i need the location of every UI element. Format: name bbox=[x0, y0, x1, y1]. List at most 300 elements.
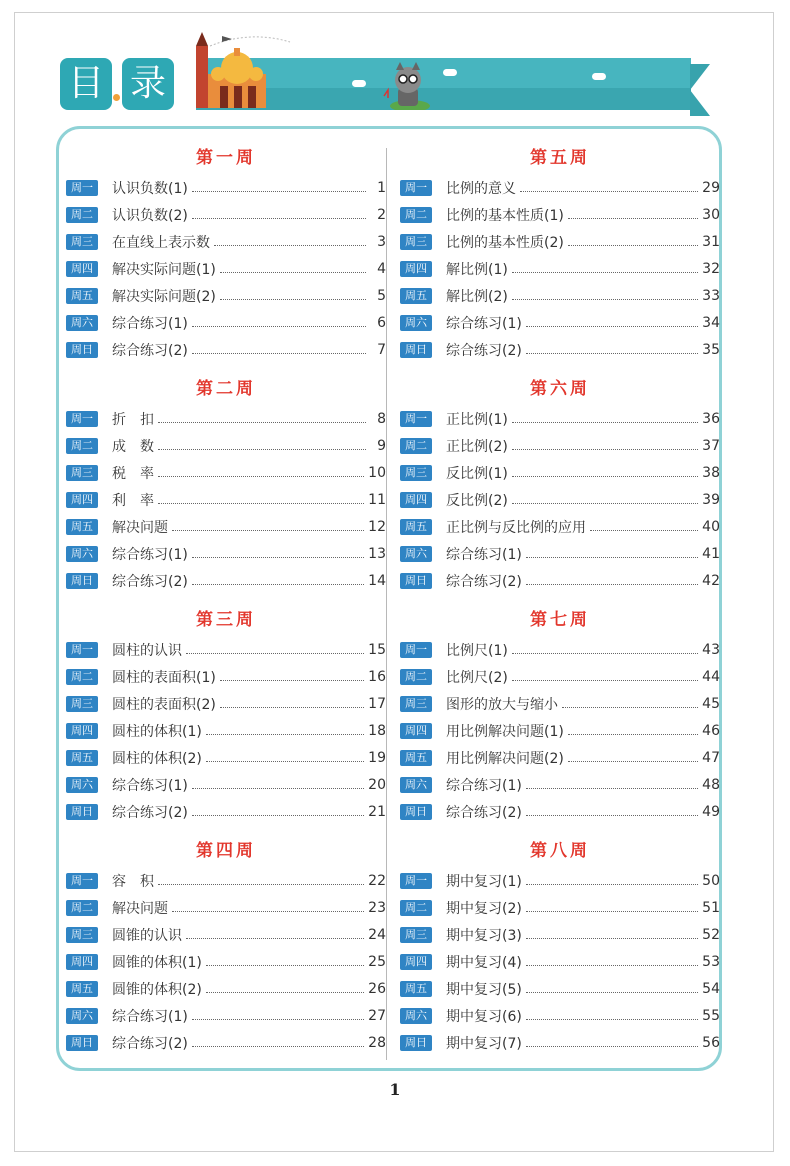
dot-leader bbox=[526, 584, 698, 585]
toc-entry[interactable] bbox=[66, 255, 386, 282]
entry-page-number: 1 bbox=[377, 179, 386, 196]
weekday-badge: 周一 bbox=[66, 411, 98, 427]
dot-leader bbox=[512, 680, 698, 681]
dot-leader bbox=[206, 992, 364, 993]
entry-page-number: 25 bbox=[368, 953, 386, 970]
dot-leader bbox=[186, 653, 364, 654]
raccoon-mascot-icon bbox=[380, 62, 430, 110]
weekday-badge: 周六 bbox=[66, 1008, 98, 1024]
entry-title: 综合练习(2) bbox=[446, 342, 522, 359]
weekday-badge: 周三 bbox=[400, 696, 432, 712]
entry-page-number: 30 bbox=[702, 206, 720, 223]
entry-title: 容 积 bbox=[112, 873, 154, 890]
entry-page-number: 44 bbox=[702, 668, 720, 685]
dot-leader bbox=[172, 911, 364, 912]
weekday-badge: 周三 bbox=[400, 465, 432, 481]
entry-page-number: 35 bbox=[702, 341, 720, 358]
entry-title: 圆柱的表面积(2) bbox=[112, 696, 216, 713]
entry-title: 综合练习(2) bbox=[112, 342, 188, 359]
weekday-badge: 周一 bbox=[400, 642, 432, 658]
week-title: 第二周 bbox=[196, 379, 256, 399]
toc-entry[interactable] bbox=[66, 201, 386, 228]
entry-title: 成 数 bbox=[112, 438, 154, 455]
dot-leader bbox=[526, 326, 698, 327]
toc-entry[interactable] bbox=[400, 432, 720, 459]
dot-leader bbox=[158, 476, 364, 477]
weekday-badge: 周六 bbox=[400, 1008, 432, 1024]
toc-entry[interactable] bbox=[400, 690, 720, 717]
dot-leader bbox=[512, 653, 698, 654]
entry-page-number: 53 bbox=[702, 953, 720, 970]
entry-title: 期中复习(5) bbox=[446, 981, 522, 998]
weekday-badge: 周日 bbox=[400, 804, 432, 820]
dot-leader bbox=[220, 272, 366, 273]
entry-page-number: 48 bbox=[702, 776, 720, 793]
dot-leader bbox=[512, 272, 698, 273]
dot-leader bbox=[158, 884, 364, 885]
dot-leader bbox=[568, 734, 698, 735]
dot-leader bbox=[192, 1019, 364, 1020]
entry-page-number: 55 bbox=[702, 1007, 720, 1024]
entry-title: 圆锥的体积(1) bbox=[112, 954, 202, 971]
entry-page-number: 49 bbox=[702, 803, 720, 820]
dot-leader bbox=[192, 584, 364, 585]
week-title: 第一周 bbox=[196, 148, 256, 168]
dot-leader bbox=[192, 788, 364, 789]
weekday-badge: 周日 bbox=[400, 573, 432, 589]
week-section bbox=[66, 148, 386, 379]
dot-leader bbox=[512, 503, 698, 504]
toc-entry[interactable] bbox=[66, 486, 386, 513]
entry-title: 反比例(1) bbox=[446, 465, 508, 482]
toc-entry[interactable] bbox=[66, 894, 386, 921]
toc-column-right bbox=[400, 148, 720, 1072]
weekday-badge: 周五 bbox=[66, 519, 98, 535]
dot-leader bbox=[526, 938, 698, 939]
toc-entry[interactable] bbox=[66, 717, 386, 744]
banner-ribbon-tail bbox=[690, 64, 710, 116]
weekday-badge: 周二 bbox=[66, 438, 98, 454]
weekday-badge: 周四 bbox=[66, 723, 98, 739]
entry-title: 综合练习(2) bbox=[446, 573, 522, 590]
toc-entry[interactable] bbox=[66, 405, 386, 432]
week-title: 第三周 bbox=[196, 610, 256, 630]
week-title: 第七周 bbox=[530, 610, 590, 630]
week-section bbox=[400, 841, 720, 1072]
weekday-badge: 周六 bbox=[66, 546, 98, 562]
entry-title: 税 率 bbox=[112, 465, 154, 482]
weekday-badge: 周五 bbox=[66, 981, 98, 997]
entry-title: 综合练习(1) bbox=[112, 546, 188, 563]
week-section bbox=[400, 379, 720, 610]
entry-title: 综合练习(1) bbox=[446, 315, 522, 332]
dot-leader bbox=[192, 1046, 364, 1047]
entry-title: 解决实际问题(2) bbox=[112, 288, 216, 305]
toc-entry[interactable] bbox=[66, 228, 386, 255]
dot-leader bbox=[526, 884, 698, 885]
toc-entry[interactable] bbox=[66, 567, 386, 594]
entry-title: 期中复习(7) bbox=[446, 1035, 522, 1052]
entry-title: 反比例(2) bbox=[446, 492, 508, 509]
entry-title: 解决问题 bbox=[112, 900, 168, 917]
entry-title: 用比例解决问题(1) bbox=[446, 723, 564, 740]
dot-leader bbox=[526, 788, 698, 789]
entry-page-number: 42 bbox=[702, 572, 720, 589]
weekday-badge: 周二 bbox=[400, 669, 432, 685]
entry-title: 比例的基本性质(1) bbox=[446, 207, 564, 224]
entry-page-number: 6 bbox=[377, 314, 386, 331]
dot-leader bbox=[206, 761, 364, 762]
entry-page-number: 15 bbox=[368, 641, 386, 658]
weekday-badge: 周六 bbox=[400, 546, 432, 562]
toc-entry[interactable] bbox=[66, 540, 386, 567]
week-title: 第八周 bbox=[530, 841, 590, 861]
entry-page-number: 52 bbox=[702, 926, 720, 943]
toc-entry[interactable] bbox=[400, 486, 720, 513]
entry-title: 综合练习(2) bbox=[446, 804, 522, 821]
entry-page-number: 11 bbox=[368, 491, 386, 508]
weekday-badge: 周一 bbox=[400, 411, 432, 427]
entry-page-number: 33 bbox=[702, 287, 720, 304]
entry-page-number: 2 bbox=[377, 206, 386, 223]
entry-page-number: 41 bbox=[702, 545, 720, 562]
weekday-badge: 周四 bbox=[400, 492, 432, 508]
dot-leader bbox=[526, 815, 698, 816]
weekday-badge: 周三 bbox=[400, 234, 432, 250]
toc-entry[interactable] bbox=[66, 1002, 386, 1029]
entry-page-number: 43 bbox=[702, 641, 720, 658]
entry-page-number: 28 bbox=[368, 1034, 386, 1051]
weekday-badge: 周一 bbox=[66, 180, 98, 196]
dot-leader bbox=[206, 965, 364, 966]
toc-entry[interactable] bbox=[400, 567, 720, 594]
weekday-badge: 周四 bbox=[400, 954, 432, 970]
entry-page-number: 22 bbox=[368, 872, 386, 889]
weekday-badge: 周五 bbox=[66, 288, 98, 304]
dot-leader bbox=[192, 218, 366, 219]
title-char-lu: 录 bbox=[122, 58, 174, 110]
weekday-badge: 周五 bbox=[400, 288, 432, 304]
entry-page-number: 24 bbox=[368, 926, 386, 943]
entry-title: 期中复习(1) bbox=[446, 873, 522, 890]
week-title: 第四周 bbox=[196, 841, 256, 861]
weekday-badge: 周四 bbox=[400, 261, 432, 277]
dot-leader bbox=[526, 1046, 698, 1047]
weekday-badge: 周三 bbox=[66, 927, 98, 943]
dot-leader bbox=[568, 245, 698, 246]
weekday-badge: 周四 bbox=[66, 492, 98, 508]
toc-entry[interactable] bbox=[400, 282, 720, 309]
weekday-badge: 周二 bbox=[66, 207, 98, 223]
entry-page-number: 54 bbox=[702, 980, 720, 997]
entry-title: 综合练习(2) bbox=[112, 1035, 188, 1052]
entry-page-number: 12 bbox=[368, 518, 386, 535]
toc-entry[interactable] bbox=[66, 1029, 386, 1056]
dot-leader bbox=[512, 299, 698, 300]
toc-entry[interactable] bbox=[66, 432, 386, 459]
entry-title: 综合练习(1) bbox=[112, 777, 188, 794]
entry-page-number: 19 bbox=[368, 749, 386, 766]
dot-leader bbox=[590, 530, 698, 531]
toc-entry[interactable] bbox=[66, 744, 386, 771]
dot-leader bbox=[158, 422, 366, 423]
entry-page-number: 23 bbox=[368, 899, 386, 916]
entry-title: 正比例(1) bbox=[446, 411, 508, 428]
dot-leader bbox=[186, 938, 364, 939]
entry-title: 圆柱的认识 bbox=[112, 642, 182, 659]
entry-page-number: 4 bbox=[377, 260, 386, 277]
entry-page-number: 56 bbox=[702, 1034, 720, 1051]
toc-entry[interactable] bbox=[400, 228, 720, 255]
toc-entry[interactable] bbox=[400, 894, 720, 921]
entry-page-number: 34 bbox=[702, 314, 720, 331]
weekday-badge: 周六 bbox=[400, 315, 432, 331]
entry-page-number: 29 bbox=[702, 179, 720, 196]
toc-entry[interactable] bbox=[400, 174, 720, 201]
entry-title: 用比例解决问题(2) bbox=[446, 750, 564, 767]
entry-page-number: 47 bbox=[702, 749, 720, 766]
entry-title: 综合练习(1) bbox=[446, 777, 522, 794]
entry-title: 认识负数(1) bbox=[112, 180, 188, 197]
dot-leader bbox=[220, 299, 366, 300]
toc-column-left bbox=[66, 148, 386, 1072]
weekday-badge: 周日 bbox=[400, 1035, 432, 1051]
entry-page-number: 51 bbox=[702, 899, 720, 916]
entry-page-number: 37 bbox=[702, 437, 720, 454]
toc-entry[interactable] bbox=[400, 921, 720, 948]
weekday-badge: 周二 bbox=[400, 438, 432, 454]
dot-leader bbox=[158, 503, 364, 504]
toc-entry[interactable] bbox=[400, 948, 720, 975]
title-dot bbox=[113, 94, 120, 101]
cloud-icon bbox=[352, 80, 366, 87]
weekday-badge: 周日 bbox=[66, 804, 98, 820]
dot-leader bbox=[172, 530, 364, 531]
weekday-badge: 周一 bbox=[66, 642, 98, 658]
toc-entry[interactable] bbox=[66, 174, 386, 201]
entry-title: 圆柱的体积(1) bbox=[112, 723, 202, 740]
dot-leader bbox=[526, 992, 698, 993]
weekday-badge: 周日 bbox=[400, 342, 432, 358]
dot-leader bbox=[526, 965, 698, 966]
toc-entry[interactable] bbox=[66, 690, 386, 717]
entry-title: 认识负数(2) bbox=[112, 207, 188, 224]
entry-title: 综合练习(1) bbox=[112, 315, 188, 332]
dot-leader bbox=[192, 557, 364, 558]
week-title: 第六周 bbox=[530, 379, 590, 399]
toc-entry[interactable] bbox=[400, 717, 720, 744]
entry-title: 比例尺(2) bbox=[446, 669, 508, 686]
toc-entry[interactable] bbox=[400, 201, 720, 228]
weekday-badge: 周二 bbox=[400, 900, 432, 916]
entry-page-number: 38 bbox=[702, 464, 720, 481]
week-section bbox=[66, 841, 386, 1072]
entry-title: 期中复习(6) bbox=[446, 1008, 522, 1025]
entry-title: 比例的意义 bbox=[446, 180, 516, 197]
toc-entry[interactable] bbox=[66, 948, 386, 975]
toc-entry[interactable] bbox=[66, 921, 386, 948]
weekday-badge: 周五 bbox=[66, 750, 98, 766]
entry-page-number: 36 bbox=[702, 410, 720, 427]
entry-page-number: 20 bbox=[368, 776, 386, 793]
church-illustration-icon bbox=[190, 28, 300, 112]
toc-entry[interactable] bbox=[400, 771, 720, 798]
entry-title: 解决问题 bbox=[112, 519, 168, 536]
dot-leader bbox=[568, 761, 698, 762]
weekday-badge: 周六 bbox=[400, 777, 432, 793]
page-number: 1 bbox=[389, 1080, 401, 1099]
weekday-badge: 周五 bbox=[400, 750, 432, 766]
toc-entry[interactable] bbox=[400, 798, 720, 825]
dot-leader bbox=[214, 245, 366, 246]
weekday-badge: 周日 bbox=[66, 573, 98, 589]
toc-entry[interactable] bbox=[400, 513, 720, 540]
entry-page-number: 50 bbox=[702, 872, 720, 889]
dot-leader bbox=[220, 707, 364, 708]
toc-entry[interactable] bbox=[66, 663, 386, 690]
entry-page-number: 18 bbox=[368, 722, 386, 739]
entry-title: 正比例与反比例的应用 bbox=[446, 519, 586, 536]
entry-page-number: 27 bbox=[368, 1007, 386, 1024]
entry-page-number: 13 bbox=[368, 545, 386, 562]
dot-leader bbox=[526, 1019, 698, 1020]
cloud-icon bbox=[443, 69, 457, 76]
entry-title: 折 扣 bbox=[112, 411, 154, 428]
toc-entry[interactable] bbox=[400, 867, 720, 894]
entry-title: 期中复习(2) bbox=[446, 900, 522, 917]
dot-leader bbox=[206, 734, 364, 735]
week-section bbox=[66, 610, 386, 841]
toc-entry[interactable] bbox=[66, 459, 386, 486]
weekday-badge: 周四 bbox=[400, 723, 432, 739]
entry-page-number: 17 bbox=[368, 695, 386, 712]
dot-leader bbox=[192, 326, 366, 327]
entry-title: 正比例(2) bbox=[446, 438, 508, 455]
entry-title: 综合练习(1) bbox=[112, 1008, 188, 1025]
toc-entry[interactable] bbox=[400, 309, 720, 336]
entry-page-number: 26 bbox=[368, 980, 386, 997]
toc-entry[interactable] bbox=[400, 336, 720, 363]
toc-entry[interactable] bbox=[66, 771, 386, 798]
entry-title: 比例的基本性质(2) bbox=[446, 234, 564, 251]
entry-page-number: 16 bbox=[368, 668, 386, 685]
toc-entry[interactable] bbox=[400, 663, 720, 690]
entry-page-number: 40 bbox=[702, 518, 720, 535]
entry-title: 综合练习(2) bbox=[112, 804, 188, 821]
dot-leader bbox=[568, 218, 698, 219]
entry-title: 解比例(1) bbox=[446, 261, 508, 278]
toc-entry[interactable] bbox=[400, 744, 720, 771]
entry-title: 利 率 bbox=[112, 492, 154, 509]
entry-title: 解决实际问题(1) bbox=[112, 261, 216, 278]
toc-entry[interactable] bbox=[66, 309, 386, 336]
dot-leader bbox=[192, 815, 364, 816]
toc-entry[interactable] bbox=[400, 255, 720, 282]
entry-page-number: 10 bbox=[368, 464, 386, 481]
entry-page-number: 3 bbox=[377, 233, 386, 250]
dot-leader bbox=[526, 557, 698, 558]
entry-page-number: 21 bbox=[368, 803, 386, 820]
dot-leader bbox=[512, 422, 698, 423]
toc-entry[interactable] bbox=[400, 636, 720, 663]
weekday-badge: 周五 bbox=[400, 981, 432, 997]
toc-entry[interactable] bbox=[66, 867, 386, 894]
toc-entry[interactable] bbox=[400, 975, 720, 1002]
entry-title: 图形的放大与缩小 bbox=[446, 696, 558, 713]
toc-entry[interactable] bbox=[66, 282, 386, 309]
dot-leader bbox=[526, 353, 698, 354]
entry-title: 期中复习(4) bbox=[446, 954, 522, 971]
entry-page-number: 32 bbox=[702, 260, 720, 277]
toc-entry[interactable] bbox=[400, 459, 720, 486]
entry-title: 期中复习(3) bbox=[446, 927, 522, 944]
entry-page-number: 45 bbox=[702, 695, 720, 712]
entry-page-number: 46 bbox=[702, 722, 720, 739]
toc-entry[interactable] bbox=[66, 636, 386, 663]
dot-leader bbox=[158, 449, 366, 450]
entry-title: 圆锥的认识 bbox=[112, 927, 182, 944]
toc-entry[interactable] bbox=[400, 1029, 720, 1056]
entry-page-number: 31 bbox=[702, 233, 720, 250]
weekday-badge: 周日 bbox=[66, 342, 98, 358]
dot-leader bbox=[526, 911, 698, 912]
weekday-badge: 周二 bbox=[66, 669, 98, 685]
entry-page-number: 9 bbox=[377, 437, 386, 454]
entry-page-number: 7 bbox=[377, 341, 386, 358]
entry-title: 圆柱的表面积(1) bbox=[112, 669, 216, 686]
weekday-badge: 周日 bbox=[66, 1035, 98, 1051]
toc-entry[interactable] bbox=[400, 405, 720, 432]
entry-page-number: 14 bbox=[368, 572, 386, 589]
weekday-badge: 周四 bbox=[66, 954, 98, 970]
weekday-badge: 周二 bbox=[66, 900, 98, 916]
dot-leader bbox=[192, 191, 366, 192]
column-divider bbox=[386, 148, 387, 1060]
toc-entry[interactable] bbox=[66, 975, 386, 1002]
entry-page-number: 8 bbox=[377, 410, 386, 427]
dot-leader bbox=[512, 476, 698, 477]
title-char-mu: 目 bbox=[60, 58, 112, 110]
weekday-badge: 周五 bbox=[400, 519, 432, 535]
weekday-badge: 周二 bbox=[400, 207, 432, 223]
weekday-badge: 周三 bbox=[66, 465, 98, 481]
entry-title: 圆柱的体积(2) bbox=[112, 750, 202, 767]
entry-title: 解比例(2) bbox=[446, 288, 508, 305]
week-section bbox=[400, 610, 720, 841]
entry-title: 综合练习(1) bbox=[446, 546, 522, 563]
toc-entry[interactable] bbox=[66, 513, 386, 540]
entry-title: 在直线上表示数 bbox=[112, 234, 210, 251]
toc-entry[interactable] bbox=[66, 336, 386, 363]
toc-entry[interactable] bbox=[66, 798, 386, 825]
weekday-badge: 周四 bbox=[66, 261, 98, 277]
week-section bbox=[66, 379, 386, 610]
entry-page-number: 5 bbox=[377, 287, 386, 304]
weekday-badge: 周三 bbox=[66, 696, 98, 712]
dot-leader bbox=[562, 707, 698, 708]
toc-entry[interactable] bbox=[400, 1002, 720, 1029]
toc-entry[interactable] bbox=[400, 540, 720, 567]
weekday-badge: 周三 bbox=[66, 234, 98, 250]
entry-title: 综合练习(2) bbox=[112, 573, 188, 590]
dot-leader bbox=[192, 353, 366, 354]
cloud-icon bbox=[592, 73, 606, 80]
entry-title: 比例尺(1) bbox=[446, 642, 508, 659]
dot-leader bbox=[512, 449, 698, 450]
weekday-badge: 周一 bbox=[66, 873, 98, 889]
dot-leader bbox=[220, 680, 364, 681]
weekday-badge: 周一 bbox=[400, 180, 432, 196]
